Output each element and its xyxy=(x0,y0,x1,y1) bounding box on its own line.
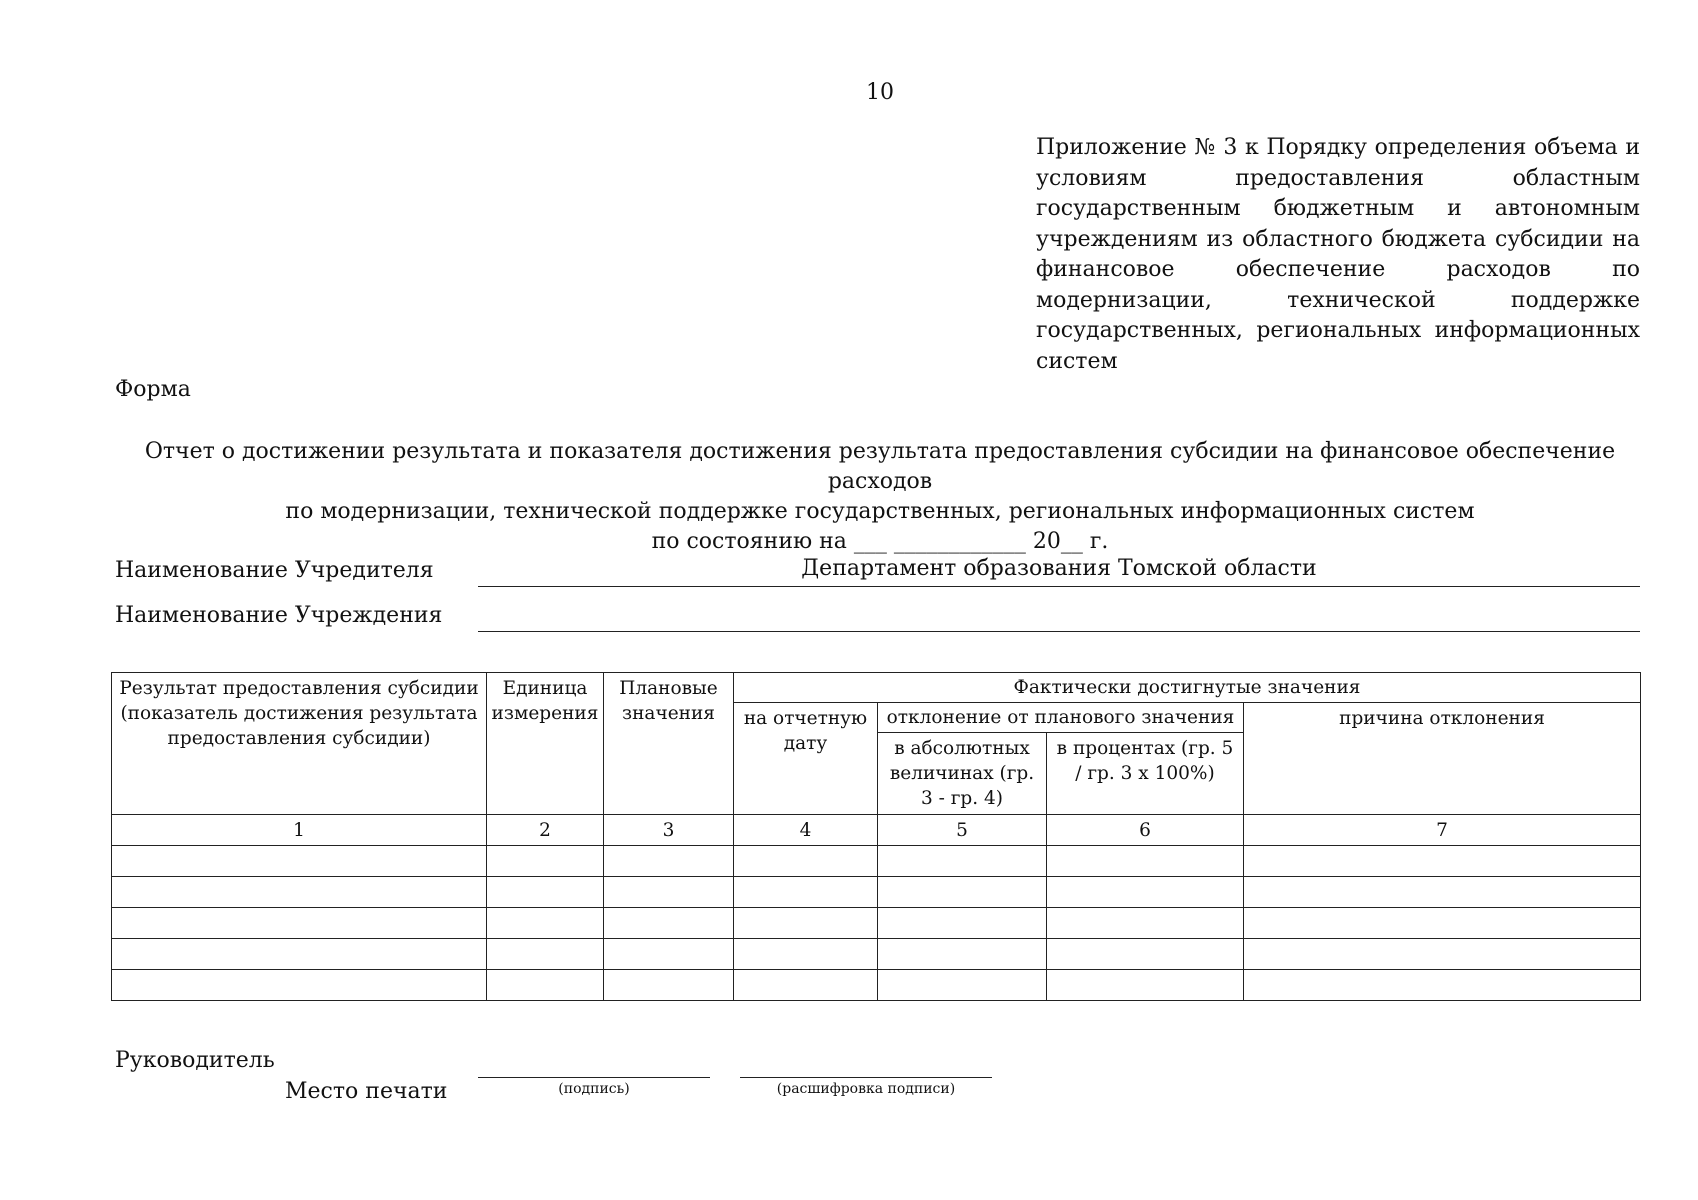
table-cell[interactable] xyxy=(487,939,604,970)
table-cell[interactable] xyxy=(604,877,734,908)
table-cell[interactable] xyxy=(112,939,487,970)
table-cell[interactable] xyxy=(112,970,487,1001)
table-cell[interactable] xyxy=(487,908,604,939)
header-deviation: отклонение от планового значения xyxy=(878,703,1244,733)
table-cell[interactable] xyxy=(734,970,878,1001)
report-title xyxy=(115,437,1645,557)
header-on-date: на отчетную дату xyxy=(734,703,878,815)
table-cell[interactable] xyxy=(878,846,1047,877)
table-cell[interactable] xyxy=(734,908,878,939)
header-actual: Фактически достигнутые значения xyxy=(734,673,1641,703)
table-cell[interactable] xyxy=(1047,877,1244,908)
table-cell[interactable] xyxy=(878,877,1047,908)
column-number: 3 xyxy=(604,815,734,846)
institution-label: Наименование Учреждения xyxy=(115,603,443,628)
title-line-3: по состоянию на ___ ____________ 20__ г. xyxy=(651,529,1109,554)
signature-decode-caption: (расшифровка подписи) xyxy=(776,1081,956,1097)
column-number: 4 xyxy=(734,815,878,846)
column-number: 6 xyxy=(1047,815,1244,846)
table-row xyxy=(112,970,1641,1001)
column-numbers-row xyxy=(112,815,1641,846)
founder-label: Наименование Учредителя xyxy=(115,558,434,583)
header-pct: в процентах (гр. 5 / гр. 3 х 100%) xyxy=(1047,733,1244,815)
table-cell[interactable] xyxy=(1047,846,1244,877)
report-table xyxy=(111,672,1641,1001)
appendix-note: Приложение № 3 к Порядку определения объема и условиям предоставления областным государственным бюджетным и автономным учреждениям из областного бюджета субсидии на финансовое обеспечение расходов по модернизации, технической поддержке государственных, региональных информационных систем xyxy=(1036,135,1640,374)
founder-field[interactable]: Департамент образования Томской области xyxy=(478,556,1640,587)
table-cell[interactable] xyxy=(878,908,1047,939)
table-cell[interactable] xyxy=(734,939,878,970)
table-cell[interactable] xyxy=(1047,908,1244,939)
column-number: 5 xyxy=(878,815,1047,846)
table-cell[interactable] xyxy=(1244,846,1641,877)
page-number: 10 xyxy=(866,80,894,105)
table-cell[interactable] xyxy=(1047,939,1244,970)
header-unit: Единица измерения xyxy=(487,673,604,815)
header-abs: в абсолютных величинах (гр. 3 - гр. 4) xyxy=(878,733,1047,815)
header-result: Результат предоставления субсидии (показатель достижения результата предоставления субсидии) xyxy=(112,673,487,815)
table-cell[interactable] xyxy=(604,970,734,1001)
table-cell[interactable] xyxy=(1244,908,1641,939)
form-label: Форма xyxy=(115,377,191,402)
title-line-2: по модернизации, технической поддержке государственных, региональных информационных систем xyxy=(285,499,1475,524)
table-cell[interactable] xyxy=(112,908,487,939)
table-cell[interactable] xyxy=(1244,970,1641,1001)
table-cell[interactable] xyxy=(734,846,878,877)
signature-caption: (подпись) xyxy=(558,1081,630,1097)
table-cell[interactable] xyxy=(1244,877,1641,908)
table-cell[interactable] xyxy=(487,970,604,1001)
table-cell[interactable] xyxy=(1047,970,1244,1001)
header-reason: причина отклонения xyxy=(1244,703,1641,815)
table-cell[interactable] xyxy=(604,846,734,877)
table-cell[interactable] xyxy=(878,970,1047,1001)
table-row xyxy=(112,846,1641,877)
table-cell[interactable] xyxy=(112,877,487,908)
table-row xyxy=(112,939,1641,970)
stamp-label: Место печати xyxy=(285,1079,448,1104)
head-label: Руководитель xyxy=(115,1048,275,1073)
column-number: 7 xyxy=(1244,815,1641,846)
table-cell[interactable] xyxy=(1244,939,1641,970)
table-cell[interactable] xyxy=(604,908,734,939)
table-cell[interactable] xyxy=(487,877,604,908)
table-cell[interactable] xyxy=(604,939,734,970)
header-plan: Плановые значения xyxy=(604,673,734,815)
table-row xyxy=(112,908,1641,939)
institution-field[interactable] xyxy=(478,601,1640,632)
table-cell[interactable] xyxy=(112,846,487,877)
column-number: 1 xyxy=(112,815,487,846)
table-cell[interactable] xyxy=(734,877,878,908)
signature-decode-line[interactable] xyxy=(740,1077,992,1078)
table-cell[interactable] xyxy=(487,846,604,877)
title-line-1: Отчет о достижении результата и показателя достижения результата предоставления субсидии на финансовое обеспечение расходов xyxy=(144,439,1616,494)
column-number: 2 xyxy=(487,815,604,846)
table-cell[interactable] xyxy=(878,939,1047,970)
signature-line[interactable] xyxy=(478,1077,710,1078)
table-row xyxy=(112,877,1641,908)
